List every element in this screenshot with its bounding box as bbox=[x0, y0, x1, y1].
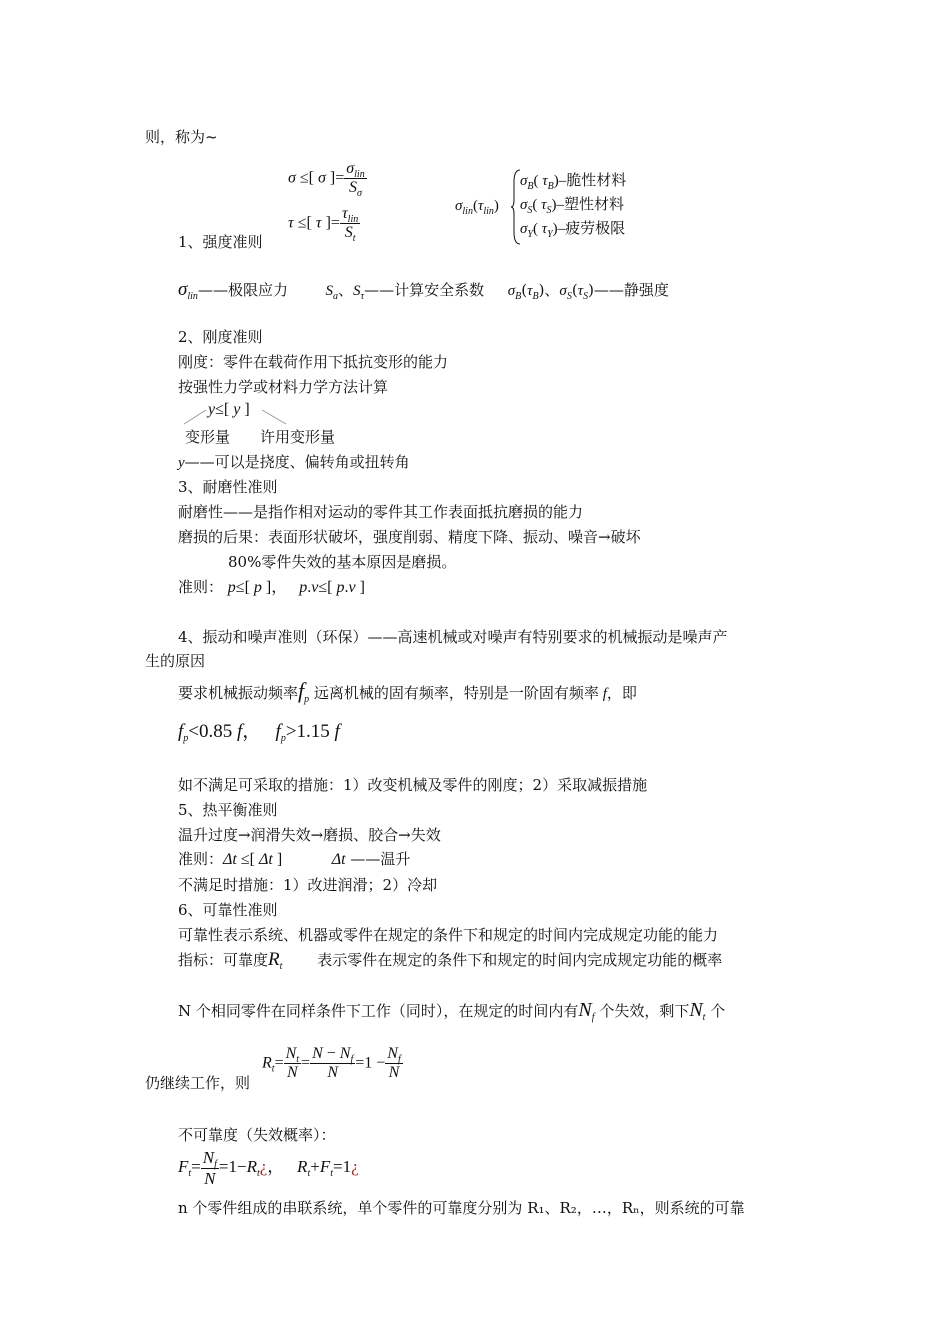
wear-definition: 耐磨性——是指作相对运动的零件其工作表面抵抗磨损的能力 bbox=[178, 503, 584, 521]
reliability-index: 指标：可靠度$R_t$ 表示零件在规定的条件下和规定的时间内完成规定功能的概率 bbox=[178, 949, 723, 972]
material-fatigue: $\sigma_Y$( $\tau_Y)-$疲劳极限 bbox=[520, 221, 626, 240]
strength-terms: $\sigma_{lin}——$极限应力 $S_a$、$S_\tau——$计算安全系数 $\sigma_B(\tau_B)$、$\sigma_S(\tau_S)——$静强度 bbox=[178, 279, 669, 302]
unreliability-label: 不可靠度（失效概率）： bbox=[178, 1126, 336, 1144]
label-deformation: 变形量 bbox=[185, 428, 231, 446]
heat-criterion: 准则：Δt ≤[ Δt ] Δt ——温升 bbox=[178, 850, 411, 868]
reliability-formula: $R_t=$ $\frac{N_t}{N}$ = $\frac{N - N_f}{N}$ =1 − $\frac{N_f}{N}$ bbox=[262, 1045, 401, 1082]
material-plastic: $\sigma_S$( $\tau_S)-$塑性材料 bbox=[520, 197, 625, 216]
heat-chain: 温升过度→润滑失效→磨损、胶合→失效 bbox=[178, 826, 441, 844]
strength-formula-tau: τ ≤[ τ ]= $\frac{\tau_{lin}}{S_t}$ bbox=[288, 205, 359, 245]
heading-vibration: 4、振动和噪声准则（环保）——高速机械或对噪声有特别要求的机械振动是噪声产 bbox=[178, 628, 728, 646]
material-brittle: $\sigma_B$( $\tau_B)-$脆性材料 bbox=[520, 173, 627, 192]
y-definition: y——可以是挠度、偏转角或扭转角 bbox=[178, 453, 410, 471]
wear-result: 磨损的后果：表面形状破坏，强度削弱、精度下降、振动、噪音→破坏 bbox=[178, 528, 641, 546]
stiffness-calc: 按强性力学或材料力学方法计算 bbox=[178, 378, 389, 396]
heat-measures: 不满足时措施：1）改进润滑；2）冷却 bbox=[178, 876, 438, 894]
heading-strength: 1、强度准则 bbox=[178, 233, 263, 251]
stiffness-pointer-lines bbox=[180, 402, 290, 426]
heading-stiffness: 2、刚度准则 bbox=[178, 328, 263, 346]
strength-formula-sigma: σ ≤[ σ ]= $\frac{\sigma_{lin}}{S_\sigma}$ bbox=[288, 160, 365, 200]
sigma-lin-label: $\sigma_{lin}(\tau_{lin})$ bbox=[455, 198, 499, 217]
vibration-requirement: 要求机械振动频率$f_p$ 远离机械的固有频率，特别是一阶固有频率 f，即 bbox=[178, 678, 637, 705]
unreliability-formula: $F_t=$ $\frac{N_f}{N}$ $=1-R_t¿$， $R_t+F_t=1¿$ bbox=[178, 1148, 359, 1188]
heading-heat: 5、热平衡准则 bbox=[178, 801, 278, 819]
reliability-definition: 可靠性表示系统、机器或零件在规定的条件下和规定的时间内完成规定功能的能力 bbox=[178, 926, 719, 944]
stiffness-definition: 刚度：零件在载荷作用下抵抗变形的能力 bbox=[178, 353, 449, 371]
wear-criterion: 准则： p≤[ p ]， p.v≤[ p.v ] bbox=[178, 578, 365, 596]
n-parts-line: N 个相同零件在同样条件下工作（同时），在规定的时间内有$N_f$ 个失效，剩下$N_t$ 个 bbox=[178, 999, 726, 1023]
series-system: n 个零件组成的串联系统，单个零件的可靠度分别为 R₁、R₂，…，Rₙ，则系统的可靠 bbox=[178, 1199, 745, 1217]
wear-percentage: 80%零件失效的基本原因是磨损。 bbox=[228, 553, 457, 571]
label-allowable: 许用变形量 bbox=[260, 428, 336, 446]
stiffness-formula: y≤[ y ] bbox=[208, 401, 250, 418]
heading-wear: 3、耐磨性准则 bbox=[178, 478, 278, 496]
heading-reliability: 6、可靠性准则 bbox=[178, 901, 278, 919]
vibration-formula: $f_p<0.85$ f， $f_p>1.15$ f bbox=[178, 721, 340, 744]
vibration-measures: 如不满足可采取的措施：1）改变机械及零件的刚度；2）采取减振措施 bbox=[178, 776, 648, 794]
heading-vibration-cont: 生的原因 bbox=[145, 652, 206, 670]
intro-line: 则，称为~ bbox=[145, 128, 218, 146]
continue-line: 仍继续工作，则 bbox=[145, 1074, 251, 1092]
